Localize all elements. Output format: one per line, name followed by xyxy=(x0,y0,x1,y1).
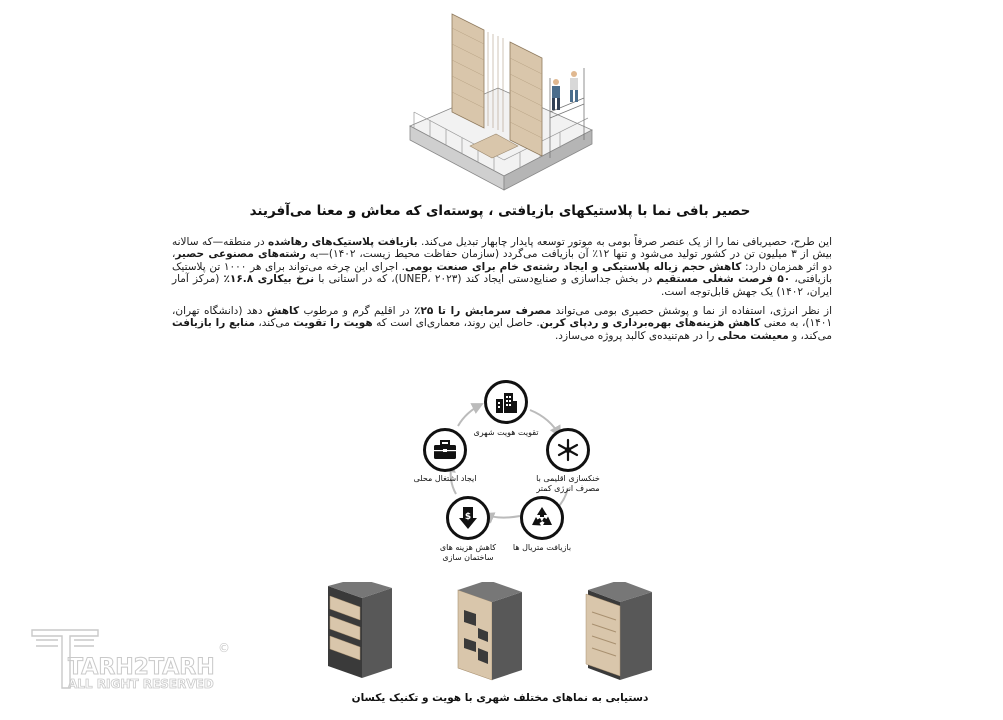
paragraph1-segment: در منطقه—که سالانه بیش از ۳ میلیون تن در کشور تولید می‌شود و تنها ۱۲٪ آن بازیافت می‌گردد (سازمان حفاظت محیط زیست، ۱۴۰۲)—به xyxy=(172,236,832,261)
paragraph1-segment: این طرح، حصیربافی نما را از یک عنصر صرفاً بومی به موتور توسعه پایدار چابهار تبدیل می‌کند. xyxy=(417,236,832,248)
watermark-logo xyxy=(28,626,238,696)
energy-paragraph xyxy=(172,305,832,342)
cooling-node xyxy=(546,428,590,472)
paragraph2-segment: معیشت محلی xyxy=(717,329,789,342)
paragraph2-segment: می‌کند، و xyxy=(788,329,832,342)
paragraph1-segment: ، دو اثر همزمان دارد: xyxy=(172,248,833,273)
paragraph1-segment: . اجرای این چرخه می‌تواند برای هر ۱۰۰۰ تن پلاستیک بازیافتی، xyxy=(172,260,832,286)
cost-label: کاهش هزینه های ساختمان سازی xyxy=(439,543,497,562)
paragraph1-segment: نرخ بیکاری ۱۶.۸٪ xyxy=(223,273,315,286)
svg-text:©: © xyxy=(218,641,230,655)
facade-module-3 xyxy=(582,582,662,682)
cost-node xyxy=(446,496,490,540)
paragraph1-segment: بازیافت پلاستیک‌های رهاشده xyxy=(268,236,418,248)
paragraph2-segment: مصرف سرمایش را تا ۲۵٪ xyxy=(414,305,552,317)
paragraph1-segment: در بخش جداسازی و صنایع‌دستی ایجاد کند (UNEP، ۲۰۲۳)، که در استانی با xyxy=(314,273,657,286)
paragraph2-segment: هویت را تقویت xyxy=(293,317,373,330)
svg-text:ALL RIGHT RESERVED: ALL RIGHT RESERVED xyxy=(68,677,214,691)
paragraph2-segment: دهد (دانشگاه تهران، ۱۴۰۱)، به معنی xyxy=(172,305,833,330)
cooling-label: خنکسازی اقلیمی با مصرف انرژی کمتر xyxy=(536,474,600,493)
page-title: حصیر بافی نما با پلاستیکهای بازیافتی ، پوسته‌ای که معاش و معنا می‌آفریند xyxy=(249,203,751,219)
recycle-node xyxy=(520,496,564,540)
paragraph1-segment: (مرکز آمار ایران، ۱۴۰۲) یک جهش قابل‌توجه است. xyxy=(172,273,832,298)
paragraph2-segment: را در هم‌تنیده‌ی کالبد پروژه می‌سازد. xyxy=(554,329,718,342)
paragraph1-segment: کاهش حجم زباله پلاستیکی و ایجاد رشته‌ی خام برای صنعت بومی xyxy=(404,260,742,273)
paragraph2-segment: در اقلیم گرم و مرطوب xyxy=(299,305,415,317)
paragraph1-segment: ۵۰ فرصت شغلی مستقیم xyxy=(656,273,791,286)
paragraph2-segment: می‌کند، xyxy=(254,317,294,330)
bottom-caption: دستیابی به نماهای مختلف شهری با هویت و تکنیک یکسان xyxy=(351,692,649,704)
money-down-icon xyxy=(455,505,481,531)
building-facade-illustration xyxy=(400,8,600,196)
identity-label: تقویت هویت شهری xyxy=(473,428,539,437)
intro-paragraph xyxy=(172,236,832,298)
city-buildings-icon xyxy=(493,389,519,415)
paragraph2-segment: . حاصل این روند، معماری‌ای است که xyxy=(372,317,540,330)
logo-mark xyxy=(28,626,238,696)
jobs-label: ایجاد اشتغال محلی xyxy=(413,474,477,483)
facade-module-2 xyxy=(452,582,528,682)
paragraph2-segment: از نظر انرژی، استفاده از نما و پوشش حصیری بومی می‌تواند xyxy=(551,305,832,317)
snowflake-sun-icon xyxy=(555,437,581,463)
recycle-icon xyxy=(529,505,555,531)
paragraph2-segment: کاهش xyxy=(266,305,300,317)
paragraph2-segment: منابع را بازیافت xyxy=(172,317,255,330)
briefcase-icon xyxy=(432,437,458,463)
jobs-node xyxy=(423,428,467,472)
svg-text:$: $ xyxy=(464,512,472,522)
svg-text:TARH2TARH: TARH2TARH xyxy=(68,655,215,680)
recycle-label: بازیافت متریال ها xyxy=(512,543,572,552)
paragraph1-segment: رشته‌های مصنوعی حصیر xyxy=(175,248,306,261)
identity-node xyxy=(484,380,528,424)
facade-module-1 xyxy=(322,582,398,682)
paragraph2-segment: کاهش هزینه‌های بهره‌برداری و ردپای کربن xyxy=(539,317,761,330)
